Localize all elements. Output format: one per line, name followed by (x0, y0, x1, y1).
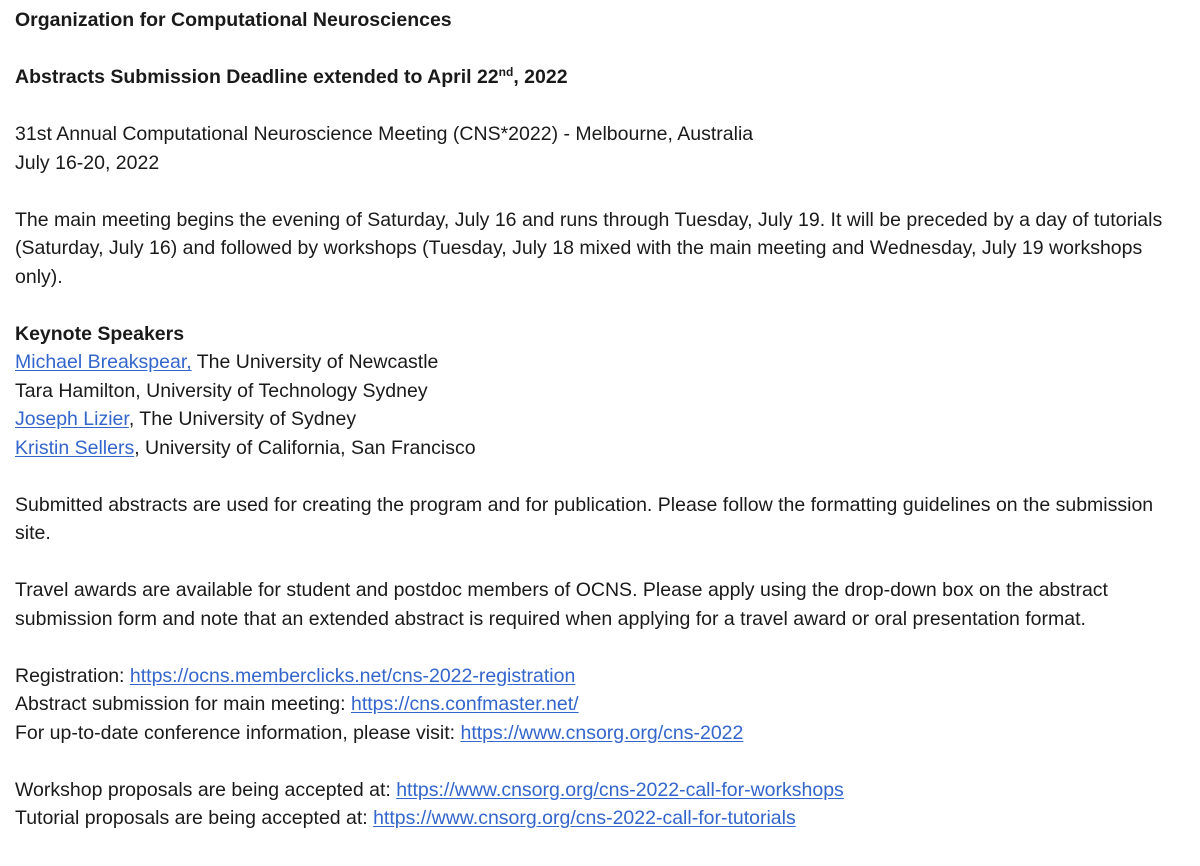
keynote-speaker (15, 434, 1190, 463)
speaker-name-hamilton: Tara Hamilton, (15, 379, 141, 402)
keynote-speaker (15, 348, 1190, 377)
schedule-paragraph: The main meeting begins the evening of Saturday, July 16 and runs through Tuesday, July 19. It will be preceded by a day of tutorials (Saturday, July 16) and followed by workshops (Tuesday, July 18 mixed with the main meeting and Wednesday, July 19 workshops only). (15, 208, 1163, 288)
organization-title: Organization for Computational Neurosciences (15, 9, 452, 31)
abstracts-paragraph: Submitted abstracts are used for creating the program and for publication. Please follow the formatting guidelines on the submission site. (15, 493, 1154, 544)
deadline-year: , 2022 (513, 66, 568, 88)
deadline-ordinal-suffix: nd (498, 65, 514, 79)
workshop-proposals-link[interactable]: https://www.cnsorg.org/cns-2022-call-for-workshops (396, 778, 844, 801)
registration-label: Registration: (15, 664, 130, 687)
conference-info-link[interactable]: https://www.cnsorg.org/cns-2022 (460, 721, 744, 744)
abstract-submission-line (15, 690, 1190, 719)
keynote-heading: Keynote Speakers (15, 322, 185, 345)
speaker-affiliation: , University of California, San Francisco (134, 436, 476, 459)
speaker-link-breakspear[interactable]: Michael Breakspear, (15, 351, 192, 373)
tutorial-proposals-label: Tutorial proposals are being accepted at: (15, 807, 374, 829)
spacer (15, 92, 1190, 121)
deadline-heading (15, 63, 1190, 92)
conference-info-label: For up-to-date conference information, please visit: (15, 721, 461, 744)
speaker-affiliation: , The University of Sydney (128, 408, 357, 430)
meeting-name: 31st Annual Computational Neuroscience Meeting (CNS*2022) - Melbourne, Australia (15, 123, 754, 145)
keynote-speaker (15, 377, 1190, 406)
speaker-affiliation: University of Technology Sydney (140, 379, 428, 402)
spacer (15, 35, 1190, 64)
travel-awards-paragraph: Travel awards are available for student and postdoc members of OCNS. Please apply using the drop-down box on the abstract submission form and note that an extended abstract is required when applying for a travel award or oral presentation format. (15, 579, 1108, 630)
spacer (15, 177, 1190, 206)
announcement-document (15, 6, 1190, 833)
spacer (15, 291, 1190, 320)
tutorial-proposals-line (15, 804, 1190, 833)
meeting-dates: July 16-20, 2022 (15, 151, 160, 174)
keynote-speaker (15, 405, 1190, 434)
registration-line (15, 662, 1190, 691)
tutorial-proposals-link[interactable]: https://www.cnsorg.org/cns-2022-call-for-tutorials (373, 807, 796, 829)
conference-info-line (15, 719, 1190, 748)
workshop-proposals-line (15, 776, 1190, 805)
abstract-submission-link[interactable]: https://cns.confmaster.net/ (350, 693, 579, 715)
registration-link[interactable]: https://ocns.memberclicks.net/cns-2022-registration (129, 664, 576, 687)
workshop-proposals-label: Workshop proposals are being accepted at: (15, 778, 397, 801)
speaker-affiliation: The University of Newcastle (191, 351, 439, 373)
spacer (15, 548, 1190, 577)
spacer (15, 633, 1190, 662)
deadline-text: Abstracts Submission Deadline extended to April 22 (15, 66, 499, 88)
abstract-submission-label: Abstract submission for main meeting: (15, 693, 351, 715)
spacer (15, 747, 1190, 776)
spacer (15, 462, 1190, 491)
speaker-link-lizier[interactable]: Joseph Lizier (15, 408, 129, 430)
speaker-link-sellers[interactable]: Kristin Sellers (15, 436, 135, 459)
